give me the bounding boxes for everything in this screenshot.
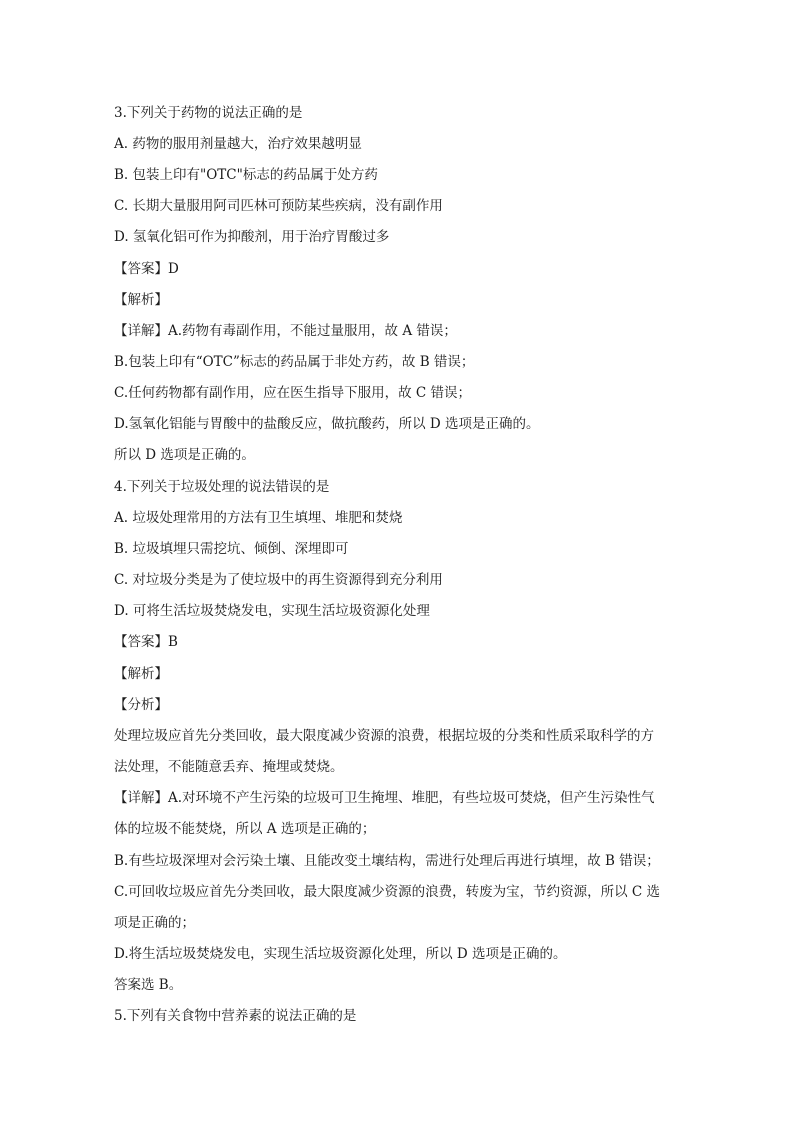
question-3-option-b: B. 包装上印有"OTC"标志的药品属于处方药 [114, 167, 378, 183]
question-3-option-a: A. 药物的服用剂量越大，治疗效果越明显 [114, 136, 362, 152]
question-4-conclusion: 答案选 B。 [114, 977, 183, 993]
question-3-detail-d: D.氢氧化铝能与胃酸中的盐酸反应，做抗酸药，所以 D 选项是正确的。 [114, 416, 540, 432]
question-3-stem: 3.下列关于药物的说法正确的是 [114, 105, 303, 121]
question-4-option-d: D. 可将生活垃圾焚烧发电，实现生活垃圾资源化处理 [114, 603, 430, 619]
question-3-detail-a: 【详解】A.药物有毒副作用，不能过量服用，故 A 错误； [114, 323, 457, 339]
question-3-conclusion: 所以 D 选项是正确的。 [114, 447, 255, 463]
question-3-answer: 【答案】D [114, 261, 179, 277]
question-3-option-c: C. 长期大量服用阿司匹林可预防某些疾病，没有副作用 [114, 198, 443, 214]
question-5-stem: 5.下列有关食物中营养素的说法正确的是 [114, 1008, 357, 1024]
question-4-stem: 4.下列关于垃圾处理的说法错误的是 [114, 479, 330, 495]
question-3-analysis-heading: 【解析】 [114, 292, 168, 308]
question-4-detail-b: B.有些垃圾深埋对会污染土壤、且能改变土壤结构，需进行处理后再进行填埋，故 B 错误； [114, 853, 660, 869]
question-3-option-d: D. 氢氧化铝可作为抑酸剂，用于治疗胃酸过多 [114, 229, 390, 245]
question-4-option-b: B. 垃圾填埋只需挖坑、倾倒、深埋即可 [114, 541, 349, 557]
question-4-detail-a-line-1: 【详解】A.对环境不产生污染的垃圾可卫生掩埋、堆肥，有些垃圾可焚烧，但产生污染性气 [114, 790, 655, 806]
question-3-detail-b: B.包装上印有“OTC”标志的药品属于非处方药，故 B 错误； [114, 354, 475, 370]
question-4-method-line-1: 处理垃圾应首先分类回收，最大限度减少资源的浪费，根据垃圾的分类和性质采取科学的方 [114, 728, 654, 744]
question-4-analysis-heading: 【解析】 [114, 666, 168, 682]
question-3-detail-c: C.任何药物都有副作用，应在医生指导下服用，故 C 错误； [114, 385, 472, 401]
question-4-method-line-2: 法处理，不能随意丢弃、掩埋或焚烧。 [114, 759, 344, 775]
question-4-answer: 【答案】B [114, 634, 178, 650]
question-4-detail-c-line-1: C.可回收垃圾应首先分类回收，最大限度减少资源的浪费，转废为宝，节约资源，所以 C 选 [114, 884, 661, 900]
question-4-method-heading: 【分析】 [114, 697, 168, 713]
question-4-detail-d: D.将生活垃圾焚烧发电，实现生活垃圾资源化处理，所以 D 选项是正确的。 [114, 946, 567, 962]
question-4-option-a: A. 垃圾处理常用的方法有卫生填埋、堆肥和焚烧 [114, 510, 403, 526]
question-4-detail-c-line-2: 项是正确的； [114, 915, 195, 931]
question-4-detail-a-line-2: 体的垃圾不能焚烧，所以 A 选项是正确的； [114, 821, 376, 837]
question-4-option-c: C. 对垃圾分类是为了使垃圾中的再生资源得到充分利用 [114, 572, 443, 588]
